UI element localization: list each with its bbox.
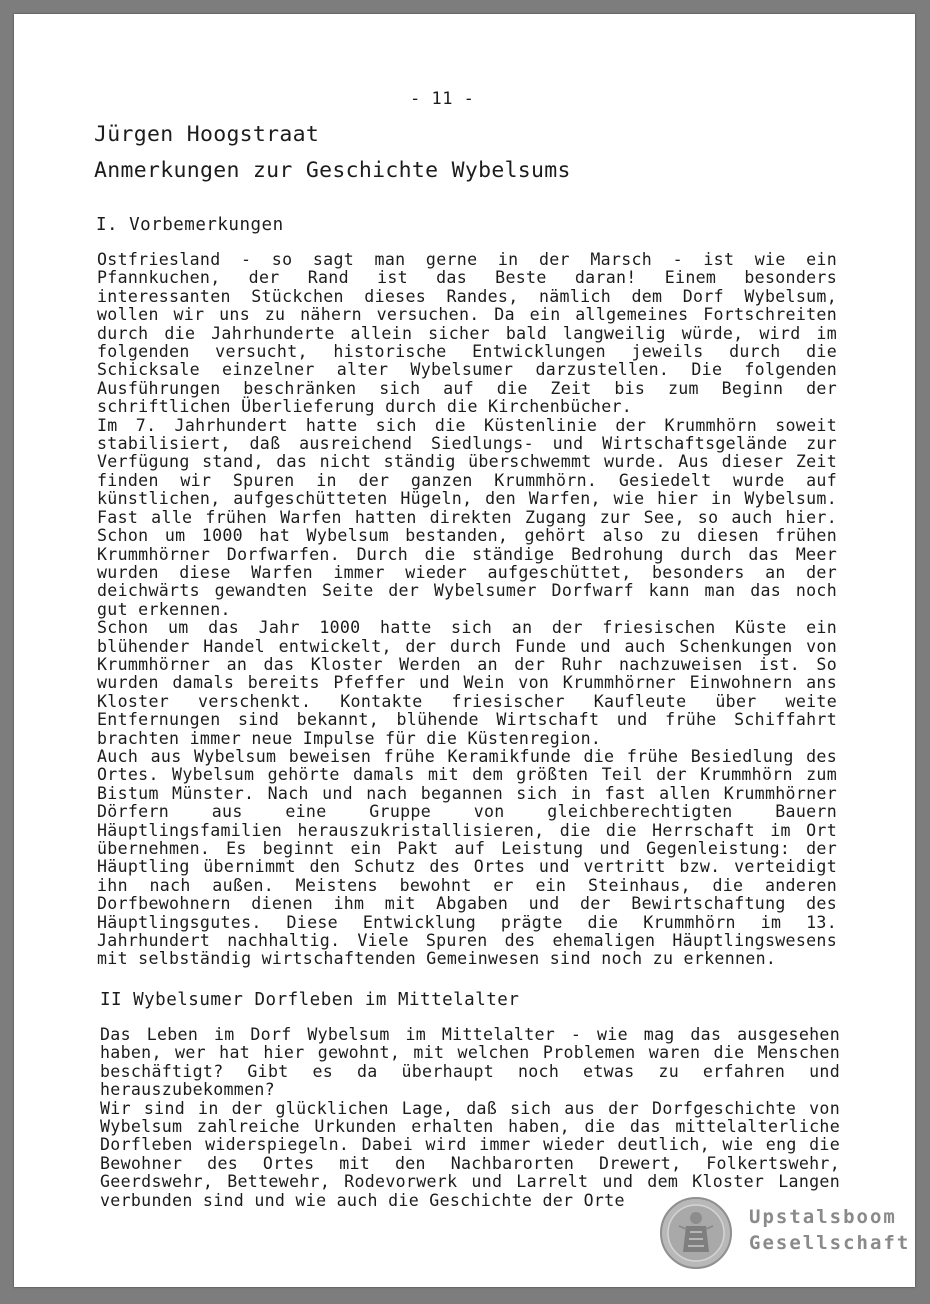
paragraph: Wir sind in der glücklichen Lage, daß sich aus der Dorfgeschichte von Wybelsum zahlreiche Urkunden erhalten haben, die das mittelalterliche Dorfleben widerspiegeln. Dabei wird immer wieder deutlich, wie eng die Bewohner des Ortes mit den Nachbarorten Drewert, Folkertswehr, Geerdswehr, Bettewehr, Rodevorwerk und Larrelt und dem Kloster Langen verbunden sind und wie auch die Geschichte der Orte: [100, 1098, 840, 1210]
article-title: Anmerkungen zur Geschichte Wybelsums: [94, 158, 571, 183]
page-number: - 11 -: [410, 89, 475, 109]
section-body-1: [97, 251, 837, 969]
paragraph: Das Leben im Dorf Wybelsum im Mittelalter - wie mag das ausgesehen haben, wer hat hier gewohnt, mit welchen Problemen waren die Menschen beschäftigt? Gibt es da überhaupt noch etwas zu erfahren und herauszubekommen?: [100, 1025, 840, 1100]
author-name: Jürgen Hoogstraat: [94, 122, 320, 147]
watermark-line-2: Gesellschaft: [749, 1232, 911, 1254]
section-heading-1: I. Vorbemerkungen: [96, 215, 284, 235]
section-body-2: [100, 1026, 840, 1210]
paragraph: Auch aus Wybelsum beweisen frühe Keramikfunde die frühe Besiedlung des Ortes. Wybelsum gehörte damals mit dem größten Teil der Krummhörn zum Bistum Münster. Nach und nach begannen sich in fast allen Krummhörner Dörfern aus eine Gruppe von gleichberechtigten Bauern Häuptlingsfamilien herauszukristallisieren, die die Herrschaft im Ort übernehmen. Es beginnt ein Pakt auf Leistung und Gegenleistung: der Häuptling übernimmt den Schutz des Ortes und vertritt bzw. verteidigt ihn nach außen. Meistens bewohnt er ein Steinhaus, die anderen Dorfbewohnern dienen ihm mit Abgaben und der Bewirtschaftung des Häuptlingsgutes. Diese Entwicklung prägte die Krummhörn im 13. Jahrhundert nachhaltig. Viele Spuren des ehemaligen Häuptlingswesens mit selbständig wirtschaftenden Gemeinwesen sind noch zu erkennen.: [97, 746, 837, 969]
watermark-line-1: Upstalsboom: [749, 1206, 897, 1228]
publisher-watermark: [749, 1204, 910, 1256]
upstalsboom-seal-icon: [659, 1196, 733, 1270]
paragraph: Ostfriesland - so sagt man gerne in der Marsch - ist wie ein Pfannkuchen, der Rand ist das Beste daran! Einem besonders interessanten Stückchen dieses Randes, nämlich dem Dorf Wybelsum, wollen wir uns zu nähern versuchen. Da ein allgemeines Fortschreiten durch die Jahrhunderte allein sicher bald langweilig würde, wird im folgenden versucht, historische Entwicklungen jeweils durch die Schicksale einzelner alter Wybelsumer darzustellen. Die folgenden Ausführungen beschränken sich auf die Zeit bis zum Beginn der schriftlichen Überlieferung durch die Kirchenbücher.: [97, 250, 837, 417]
paragraph: Im 7. Jahrhundert hatte sich die Küstenlinie der Krummhörn soweit stabilisiert, daß ausreichend Siedlungs- und Wirtschaftsgelände zur Verfügung stand, das nicht ständig überschwemmt wurde. Aus dieser Zeit finden wir Spuren in der ganzen Krummhörn. Gesiedelt wurde auf künstlichen, aufgeschütteten Hügeln, den Warfen, wie hier in Wybelsum. Fast alle frühen Warfen hatten direkten Zugang zur See, so auch hier. Schon um 1000 hat Wybelsum bestanden, gehört also zu diesen frühen Krummhörner Dorfwarfen. Durch die ständige Bedrohung durch das Meer wurden diese Warfen immer wieder aufgeschüttet, besonders an der deichwärts gewandten Seite der Wybelsumer Dorfwarf kann man das noch gut erkennen.: [97, 415, 837, 619]
section-heading-2: II Wybelsumer Dorfleben im Mittelalter: [100, 990, 520, 1010]
paragraph: Schon um das Jahr 1000 hatte sich an der friesischen Küste ein blühender Handel entwickelt, der durch Funde und auch Schenkungen von Krummhörner an das Kloster Werden an der Ruhr nachzuweisen ist. So wurden damals bereits Pfeffer und Wein von Krummhörner Einwohnern ans Kloster verschenkt. Kontakte friesischer Kaufleute über weite Entfernungen sind bekannt, blühende Wirtschaft und frühe Schiffahrt brachten immer neue Impulse für die Küstenregion.: [97, 618, 837, 748]
document-page: [14, 14, 915, 1287]
